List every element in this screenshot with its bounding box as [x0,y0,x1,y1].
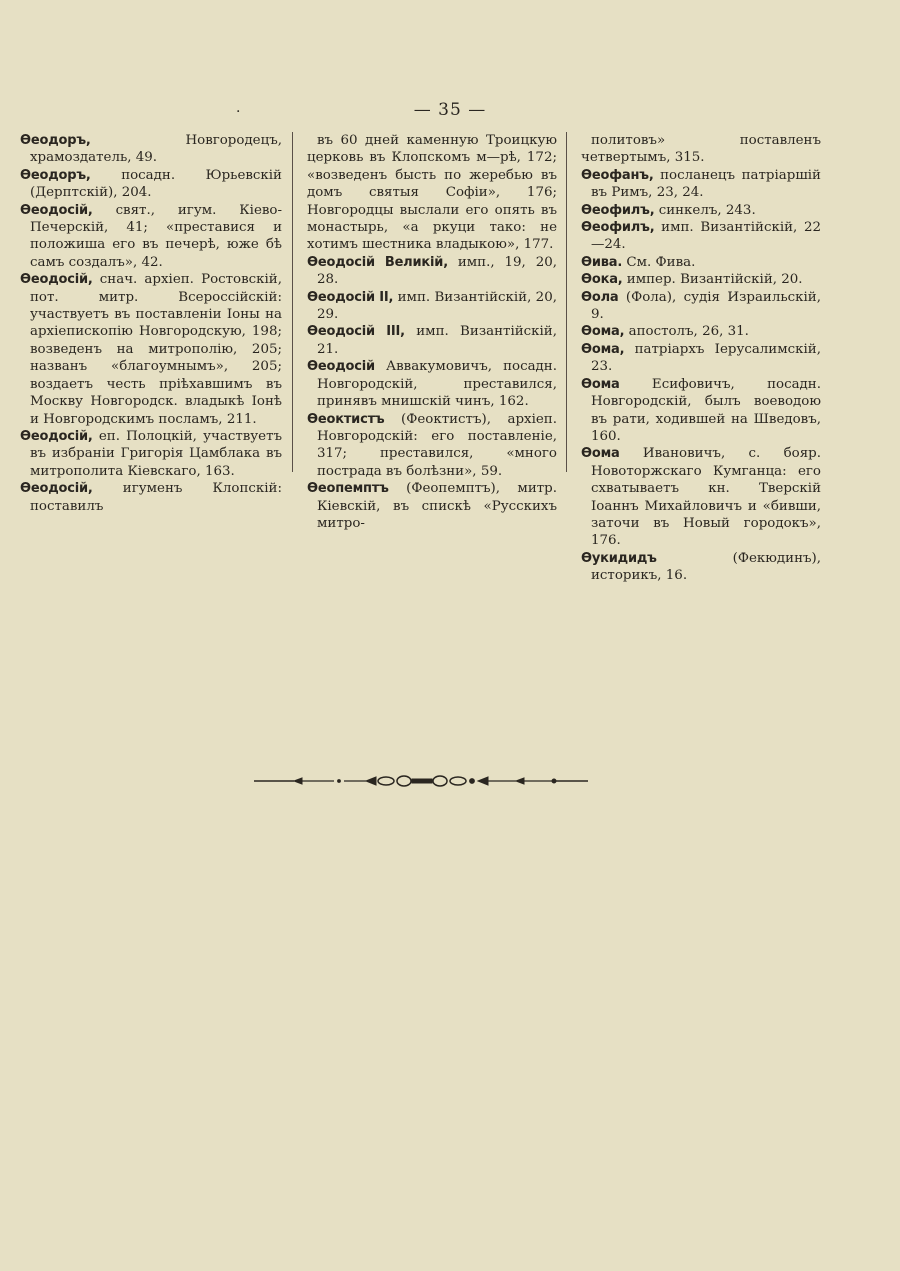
index-entry: Ѳеодосій II, имп. Византійскій, 20, 29. [307,289,557,323]
index-entry: Ѳома Есифовичъ, посадн. Новгородскій, былъ воеводою въ рати, ходившей на Шведовъ, 160. [581,376,821,444]
index-entry: Ѳеопемптъ (Феопемптъ), митр. Кіевскій, въ спискѣ «Русскихъ митро- [307,481,557,531]
index-entry: Ѳола (Фола), судія Израильскій, 9. [581,289,821,323]
index-entry: Ѳеодосій Великій, имп., 19, 20, 28. [307,254,557,288]
index-entry: Ѳеофанъ, посланецъ патріаршій въ Римъ, 23, 24. [581,167,821,201]
index-entry: Ѳеодосій III, имп. Византійскій, 21. [307,324,557,357]
page-number: — 35 — [413,100,487,120]
index-column-3 [566,132,822,584]
index-entry: Ѳома, патріархъ Іерусалимскій, 23. [581,341,821,375]
index-entry: Ѳеофилъ, имп. Византійскій, 22—24. [581,220,822,253]
index-entry: Ѳукидидъ (Фекюдинъ), историкъ, 16. [581,550,821,584]
index-entry: Ѳеодоръ, посадн. Юрьевскій (Дерптскій), 204. [20,167,282,201]
index-entry: Ѳеофилъ, синкелъ, 243. [581,202,756,218]
index-entry: Ѳеодосій Аввакумовичъ, посадн. Новгородскій, преставился, принявъ мнишскій чинъ, 162. [307,359,557,410]
index-entry: Ѳеодоръ, Новгородецъ, храмоздатель, 49. [20,133,282,166]
index-entry: Ѳеодосій, свят., игум. Кіево-Печерскій, 41; «преставися и положиша его въ печерѣ, юже бѣ самъ создалъ», 42. [20,202,282,270]
index-entry-continuation: политовъ» поставленъ четвертымъ, 315. [581,133,821,166]
index-entry: Ѳеодосій, игуменъ Клопскій: поставилъ [20,481,282,514]
index-column-1 [20,132,282,514]
index-entry: Ѳома, апостолъ, 26, 31. [581,324,749,340]
index-columns [20,132,822,584]
index-entry: Ѳока, импер. Византійскій, 20. [581,272,803,288]
index-entry: Ѳома Ивановичъ, с. бояр. Новоторжскаго Кумганца: его схватываетъ кн. Тверскій Іоаннъ Михайловичъ и «бивши, заточи въ Новый городокъ», 176. [581,446,821,549]
decorative-rule-icon [254,770,588,792]
index-entry: Ѳеодосій, снач. архіеп. Ростовскій, пот. митр. Всероссійскій: участвуетъ въ поставленіи Іоны на архіепископію Новгородскую, 198; возведенъ на митрополію, 205; названъ «благоумнымъ», 205; воздаетъ честь пріѣхавшимъ въ Москву Новгородск. владыкѣ Іонѣ и Новгородскимъ посламъ, 211. [20,272,282,427]
index-entry: Ѳива. См. Фива. [581,254,696,270]
index-entry: Ѳеодосій, еп. Полоцкій, участвуетъ въ избраніи Григорія Цамблака въ митрополита Кіевскаго, 163. [20,428,282,479]
index-entry: Ѳеоктистъ (Феоктистъ), архіеп. Новгородскій: его поставленіе, 317; преставился, «много пострада въ болѣзни», 59. [307,411,557,479]
index-column-2 [292,132,557,531]
index-entry-continuation: въ 60 дней каменную Троицкую церковь въ Клопскомъ м—рѣ, 172; «возведенъ бысть по жеребью въ домъ святыя Софіи», 176; Новгородцы выслали его опять въ монастырь, «а ркуци тако: не хотимъ шестника владыкою», 177. [307,133,557,253]
speck-mark: · [236,104,241,120]
